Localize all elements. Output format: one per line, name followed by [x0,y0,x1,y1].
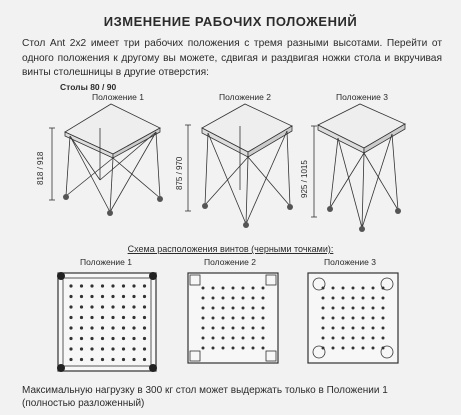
position-1-height: 818 / 918 [36,151,45,185]
position-1-label: Положение 1 [91,92,144,102]
position-2-height: 875 / 970 [175,156,184,190]
page-title: ИЗМЕНЕНИЕ РАБОЧИХ ПОЛОЖЕНИЙ [103,14,358,29]
position-2-label: Положение 2 [218,92,271,102]
plan-2-label: Положение 2 [203,257,256,267]
position-3-height: 925 / 1015 [300,160,309,198]
scheme-title: Схема расположения винтов (черными точками): [127,244,334,254]
intro-paragraph: Стол Ant 2х2 имеет три рабочих положения с тремя разными высотами. Перейти от одного положения к другому вы можете, сдвигая и раздвигая ножки стола и вкручивая винты столешницы в другие отверстия: [22,38,442,78]
plan-3-diagram [305,270,401,366]
plan-3-label: Положение 3 [323,257,376,267]
plan-2-diagram [185,270,281,366]
plan-1-label: Положение 1 [79,257,132,267]
tables-size-label: Столы 80 / 90 [60,82,117,92]
plan-1-diagram [55,270,159,374]
position-3-label: Положение 3 [335,92,388,102]
footer-note: Максимальную нагрузку в 300 кг стол может выдержать только в Положении 1 (полностью разложенный) [22,385,388,409]
